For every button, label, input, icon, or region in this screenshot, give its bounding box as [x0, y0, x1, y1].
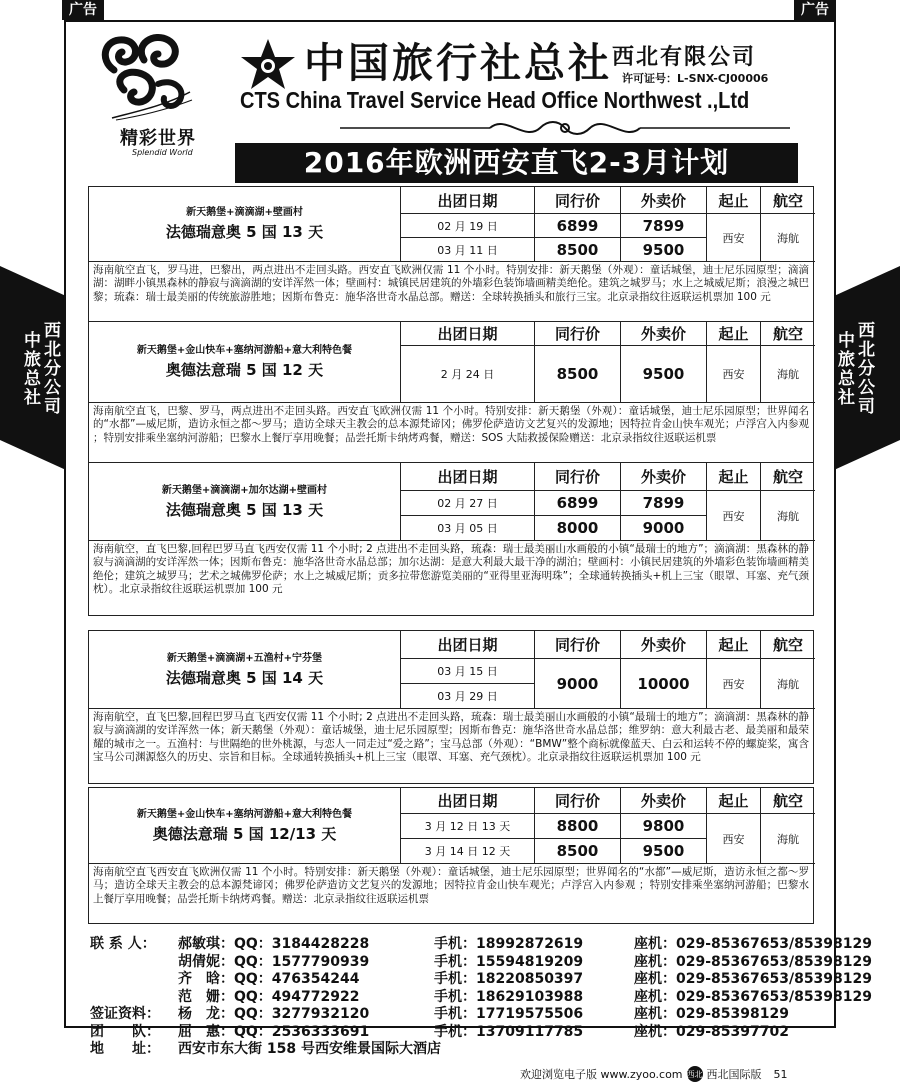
departure-date: 02 月 27 日: [401, 491, 535, 516]
tour-title: 法德瑞意奥 5 国 14 天: [165, 668, 324, 687]
departure-date: 03 月 15 日: [401, 659, 535, 684]
tour-route: 新天鹅堡+滴滴湖+加尔达湖+壁画村: [161, 484, 328, 496]
tour-name: [89, 463, 401, 541]
ad-tag-left: 广告: [62, 0, 104, 20]
tour-block: [88, 321, 814, 463]
contact-mobile: 手机：18992872619: [434, 936, 584, 952]
company-name-cn: 中国旅行社总社: [304, 39, 612, 87]
origin-city: 西安: [707, 346, 761, 403]
contact-label: 团 队：: [90, 1023, 160, 1040]
header-retail-price: 外卖价: [621, 322, 707, 346]
tour-name: [89, 788, 401, 864]
contact-landline: 座机：029-85398129: [634, 1006, 789, 1022]
tour-title: 奥德法意瑞 5 国 12 天: [165, 361, 324, 379]
contact-mobile: 手机：18220850397: [434, 971, 584, 987]
tour-description: 海南航空直飞西安直飞欧洲仅需 11 个小时。特别安排：新天鹅堡（外观）：童话城堡，迪士尼乐园原型；世界闻名的“水都”—威尼斯，造访永恒之都～罗马；造访全球天主教会的总本源梵谛冈；佛罗伦萨造访文艺复兴的发源地；因特拉肯金山快车观光；卢浮宫入内参观 ；特别安排乘坐塞纳河游船；巴黎水上餐厅享用晚餐；品尝托斯卡纳烤鸡餐。赠送：北京录指纹往返联运机票: [93, 866, 809, 905]
contact-mobile: 手机：15594819209: [434, 953, 584, 970]
contact-landline: 座机：029-85367653/85398129: [634, 936, 873, 952]
peer-price: 8500: [535, 346, 621, 403]
header-retail-price: 外卖价: [621, 463, 707, 491]
contact-label: [90, 954, 178, 972]
airline-name: 海航: [761, 214, 815, 262]
peer-price: 8500: [535, 839, 621, 864]
contact-qq: QQ：3184428228: [234, 936, 370, 952]
retail-price: 7899: [621, 491, 707, 516]
retail-price: 9500: [621, 346, 707, 403]
header-origin: 起止: [707, 463, 761, 491]
contact-label: 联 系 人：: [90, 936, 156, 952]
tour-route: 新天鹅堡+滴滴湖+五渔村+宁芬堡: [166, 652, 323, 664]
tour-block: [88, 186, 814, 322]
header-retail-price: 外卖价: [621, 788, 707, 814]
airline-name: 海航: [761, 814, 815, 864]
contact-qq: QQ：476354244: [234, 971, 360, 987]
header-airline: 航空: [761, 322, 815, 346]
tour-title: 奥德法意瑞 5 国 12/13 天: [152, 824, 337, 843]
contact-row: [90, 971, 872, 989]
peer-price: 8000: [535, 516, 621, 541]
header-retail-price: 外卖价: [621, 631, 707, 659]
tour-title: 法德瑞意奥 5 国 13 天: [165, 500, 324, 519]
origin-city: 西安: [707, 659, 761, 709]
header-peer-price: 同行价: [535, 631, 621, 659]
contact-row: [90, 989, 872, 1007]
side-right-col2: 西 北 分 公 司: [858, 321, 875, 417]
peer-price: 8800: [535, 814, 621, 839]
header-origin: 起止: [707, 187, 761, 214]
contact-name: 范 姗：: [178, 988, 234, 1005]
ad-tag-right: 广告: [794, 0, 836, 20]
footer-website-text: 欢迎浏览电子版 www.zyoo.com: [520, 1068, 683, 1081]
tour-route: 新天鹅堡+滴滴湖+壁画村: [186, 207, 303, 218]
peer-price: 9000: [535, 659, 621, 709]
contact-row: [90, 1006, 872, 1024]
contact-qq: QQ：2536333691: [234, 1023, 370, 1040]
license-number: 许可证号：L-SNX-CJ00006: [622, 72, 769, 85]
address-value: 西安市东大街 158 号西安维景国际大酒店: [178, 1041, 441, 1057]
peer-price: 6899: [535, 491, 621, 516]
side-left-col2: 西 北 分 公 司: [44, 321, 61, 417]
airline-name: 海航: [761, 346, 815, 403]
retail-price: 9500: [621, 238, 707, 262]
tour-route: 新天鹅堡+金山快车+塞纳河游船+意大利特色餐: [136, 345, 353, 356]
header-origin: 起止: [707, 788, 761, 814]
contact-name: 胡倩妮：: [178, 953, 234, 970]
contact-label: [90, 989, 178, 1007]
origin-city: 西安: [707, 214, 761, 262]
address-label: 地 址：: [90, 1041, 160, 1057]
contact-qq: QQ：1577790939: [234, 953, 370, 970]
header-retail-price: 外卖价: [621, 187, 707, 214]
contact-mobile: 手机：17719575506: [434, 1006, 584, 1022]
side-label-right: [834, 266, 900, 470]
contact-name: 屈 惠：: [178, 1023, 234, 1040]
tour-title: 法德瑞意奥 5 国 13 天: [165, 223, 324, 241]
contact-name: 郝敏琪：: [178, 936, 234, 952]
contact-list: [90, 936, 872, 1059]
tour-description: 海南航空，直飞巴黎,回程巴罗马直飞西安仅需 11 个小时; 2 点进出不走回头路，琉森：瑞士最美丽山水画般的小镇“最瑞士的地方”；滴滴湖：黑森林的静寂与滴滴湖的安详浑然一体；新天鹅堡（外观）：童话城堡，迪士尼乐园原型；因斯布鲁克：施华洛世奇水晶总部；维罗纳：意大利最古老、最美丽和最荣耀的城市之一。五渔村：与世隔绝的世外桃源，与恋人一同走过“爱之路”；宝马总部（外观）：“BMW”整个商标就像蓝天、白云和运转不停的螺旋桨，寓含宝马公司渊源悠久的历史、宗旨和目标。全球通转换插头+机上三宝（眼罩、耳塞、充气颈枕）。北京录指纹往返联运机票加 100 元: [93, 711, 809, 764]
departure-date: 02 月 19 日: [401, 214, 535, 238]
airline-name: 海航: [761, 491, 815, 541]
splendid-world-logo-icon: [94, 30, 194, 122]
contact-landline: 座机：029-85367653/85398129: [634, 988, 873, 1005]
header-airline: 航空: [761, 631, 815, 659]
contact-name: 杨 龙：: [178, 1006, 234, 1022]
contact-qq: QQ：3277932120: [234, 1006, 370, 1022]
contact-row: [90, 936, 872, 954]
contact-landline: 座机：029-85367653/85398129: [634, 953, 873, 970]
retail-price: 9500: [621, 839, 707, 864]
header-peer-price: 同行价: [535, 322, 621, 346]
retail-price: 10000: [621, 659, 707, 709]
tour-name: [89, 631, 401, 709]
retail-price: 9000: [621, 516, 707, 541]
contact-landline: 座机：029-85367653/85398129: [634, 971, 873, 987]
header-peer-price: 同行价: [535, 187, 621, 214]
footer-section: 西北国际版: [706, 1068, 762, 1081]
header-origin: 起止: [707, 631, 761, 659]
header-date: 出团日期: [401, 187, 535, 214]
side-right-col1: 中 旅 总 社: [838, 331, 855, 408]
tour-name: [89, 187, 401, 262]
header-airline: 航空: [761, 463, 815, 491]
header-date: 出团日期: [401, 463, 535, 491]
departure-date: 03 月 29 日: [401, 684, 535, 709]
header-origin: 起止: [707, 322, 761, 346]
contact-label: [90, 971, 178, 989]
page-footer: [520, 1066, 788, 1082]
tour-name: [89, 322, 401, 403]
departure-date: 3 月 12 日 13 天: [401, 814, 535, 839]
tour-block: [88, 630, 814, 784]
side-left-col1: 中 旅 总 社: [24, 331, 41, 408]
tour-description: 海南航空，直飞巴黎,回程巴罗马直飞西安仅需 11 个小时; 2 点进出不走回头路，琉森：瑞士最美丽山水画般的小镇“最瑞士的地方”；滴滴湖：黑森林的静寂与滴滴湖的安详浑然一体；因斯布鲁克：施华洛世奇水晶总部；加尔达湖：是意大利最大最干净的湖泊；壁画村：小镇民居建筑的外墙彩色装饰墙画精美绝伦；建筑之城罗马；艺术之城佛罗伦萨；水上之城威尼斯；贡多拉带您游览美丽的“亚得里亚海明珠”；全球通转换插头+机上三宝（眼罩、耳塞、充气颈枕）。北京录指纹往返联运机票加 100 元: [93, 543, 809, 596]
peer-price: 8500: [535, 238, 621, 262]
header-date: 出团日期: [401, 788, 535, 814]
tour-description: 海南航空直飞，罗马进，巴黎出，两点进出不走回头路。西安直飞欧洲仅需 11 个小时。特别安排：新天鹅堡（外观）：童话城堡，迪士尼乐园原型；滴滴湖：湖畔小镇黑森林的静寂与滴滴湖的安详浑然一体；壁画村：城镇民居建筑的外墙彩色装饰墙画精美绝伦。建筑之城罗马；水上之城威尼斯；浪漫之城巴黎；琉森：瑞士最美丽的传统旅游胜地；因斯布鲁克：施华洛世奇水晶总部。赠送：全球转换插头和旅行三宝。北京录指纹往返联运机票加 100 元: [93, 264, 809, 303]
logo-caption-cn: 精彩世界: [120, 128, 196, 149]
tour-route: 新天鹅堡+金山快车+塞纳河游船+意大利特色餐: [136, 808, 353, 820]
contact-row: [90, 1024, 872, 1042]
header-airline: 航空: [761, 187, 815, 214]
contact-name: 齐 晗：: [178, 971, 234, 987]
header-date: 出团日期: [401, 322, 535, 346]
origin-city: 西安: [707, 491, 761, 541]
header-peer-price: 同行价: [535, 788, 621, 814]
footer-badge-icon: 西北: [687, 1066, 703, 1082]
tour-block: [88, 787, 814, 924]
header-peer-price: 同行价: [535, 463, 621, 491]
contact-qq: QQ：494772922: [234, 988, 360, 1005]
tour-description: 海南航空直飞，巴黎、罗马，两点进出不走回头路。西安直飞欧洲仅需 11 个小时。特别安排：新天鹅堡（外观）：童话城堡，迪士尼乐园原型；世界闻名的“水都”—威尼斯，造访永恒之都～罗马；造访全球天主教会的总本源梵谛冈；佛罗伦萨造访文艺复兴的发源地；因特拉肯金山快车观光；卢浮宫入内参观 ；特别安排乘坐塞纳河游船；巴黎水上餐厅享用晚餐；品尝托斯卡纳烤鸡餐，赠送：SOS 大陆救援保险赠送：北京录指纹往返联运机票: [93, 405, 809, 444]
company-name-en: CTS China Travel Service Head Office Northwest .,Ltd: [240, 87, 750, 113]
cts-star-icon: [240, 38, 296, 90]
logo-caption-en: Splendid World: [132, 148, 193, 157]
contact-mobile: 手机：18629103988: [434, 988, 584, 1005]
peer-price: 6899: [535, 214, 621, 238]
origin-city: 西安: [707, 814, 761, 864]
airline-name: 海航: [761, 659, 815, 709]
departure-date: 2 月 24 日: [401, 346, 535, 403]
contact-row: [90, 954, 872, 972]
header-date: 出团日期: [401, 631, 535, 659]
page-banner: 2016年欧洲西安直飞2-3月计划: [235, 143, 798, 183]
header-airline: 航空: [761, 788, 815, 814]
side-label-left: [0, 266, 66, 470]
departure-date: 03 月 11 日: [401, 238, 535, 262]
tour-block: [88, 462, 814, 616]
retail-price: 9800: [621, 814, 707, 839]
contact-landline: 座机：029-85397702: [634, 1023, 789, 1040]
page-number: 51: [773, 1067, 788, 1081]
address-row: [90, 1041, 872, 1059]
company-branch: 西北有限公司: [612, 44, 757, 70]
ornament-divider-icon: [340, 116, 790, 140]
contact-mobile: 手机：13709117785: [434, 1023, 584, 1040]
contact-label: 签证资料：: [90, 1006, 160, 1022]
departure-date: 03 月 05 日: [401, 516, 535, 541]
departure-date: 3 月 14 日 12 天: [401, 839, 535, 864]
retail-price: 7899: [621, 214, 707, 238]
